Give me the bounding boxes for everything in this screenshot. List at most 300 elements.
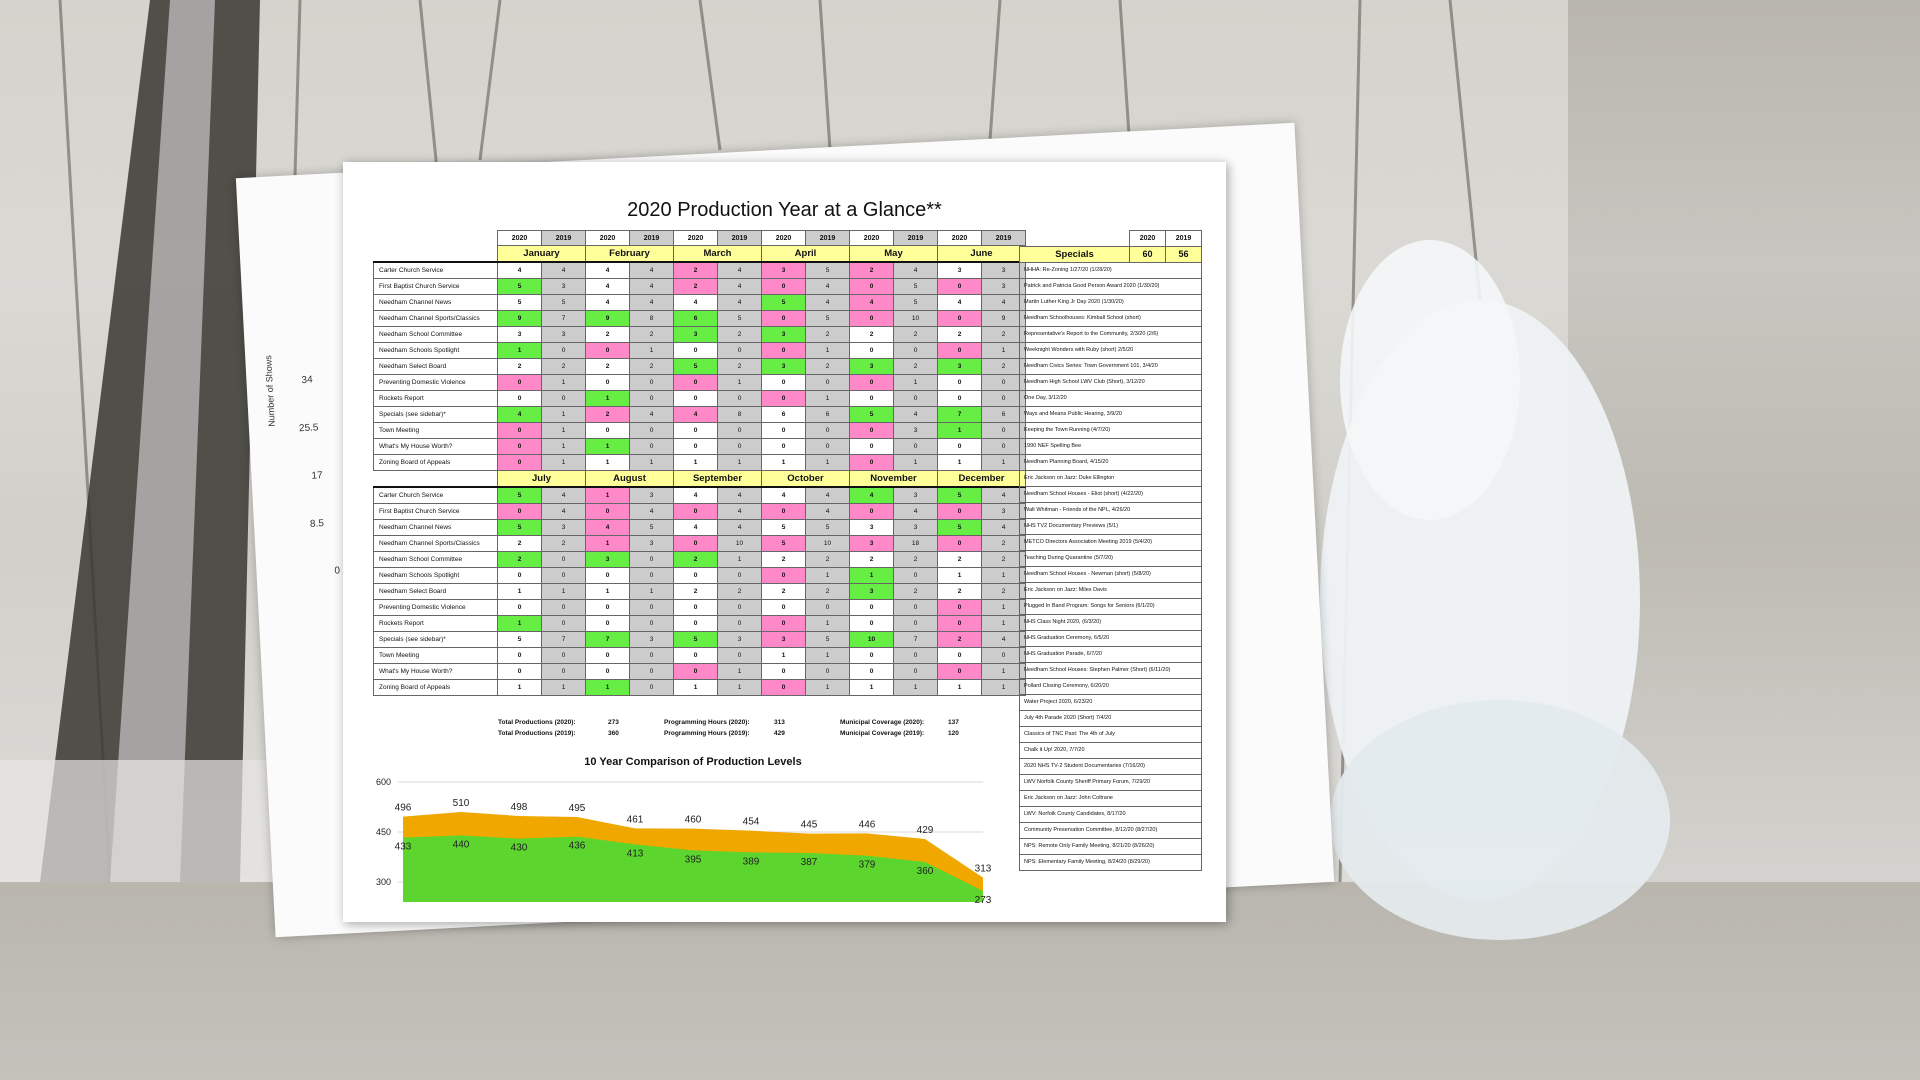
value-2019: 0 [630, 422, 674, 438]
value-2020: 0 [586, 663, 630, 679]
month-header: September [674, 470, 762, 487]
value-2020: 2 [674, 262, 718, 279]
back-chart-tick: 25.5 [298, 422, 319, 435]
value-2019: 3 [982, 503, 1026, 519]
value-2020: 0 [938, 615, 982, 631]
value-2020: 3 [586, 551, 630, 567]
value-2020: 3 [674, 326, 718, 342]
value-2019: 0 [630, 567, 674, 583]
value-2020: 4 [498, 262, 542, 279]
value-2020: 0 [762, 438, 806, 454]
blank-cell [374, 470, 498, 487]
value-2019: 2 [982, 551, 1026, 567]
specials-item: Eric Jackson on Jazz: Duke Ellington [1020, 470, 1202, 486]
value-2020: 4 [938, 294, 982, 310]
value-2019: 10 [894, 310, 938, 326]
specials-item: Eric Jackson on Jazz: Miles Davis [1020, 582, 1202, 598]
program-name: First Baptist Church Service [374, 503, 498, 519]
value-2019: 7 [542, 631, 586, 647]
program-name: Zoning Board of Appeals [374, 679, 498, 695]
value-2020: 0 [762, 374, 806, 390]
data-label: 461 [626, 814, 644, 826]
value-2020: 1 [586, 487, 630, 504]
value-2019: 0 [542, 567, 586, 583]
value-2019: 4 [982, 519, 1026, 535]
data-label: 454 [742, 816, 760, 828]
specials-item: Classics of TNC Past: The 4th of July [1020, 726, 1202, 742]
month-header: November [850, 470, 938, 487]
value-2019: 1 [542, 454, 586, 470]
value-2020: 0 [762, 278, 806, 294]
value-2020: 0 [762, 567, 806, 583]
value-2019: 2 [718, 326, 762, 342]
specials-item: METCO Directors Association Meeting 2019 (5/4/20) [1020, 534, 1202, 550]
value-2019: 4 [542, 503, 586, 519]
value-2020: 2 [850, 326, 894, 342]
value-2020: 2 [850, 262, 894, 279]
totals-label: Municipal Coverage (2019): [840, 730, 925, 737]
value-2019: 2 [806, 551, 850, 567]
value-2020: 0 [674, 438, 718, 454]
back-chart-tick: 17 [311, 470, 323, 482]
value-2020: 5 [498, 631, 542, 647]
value-2019: 0 [542, 390, 586, 406]
data-label: 429 [916, 825, 934, 836]
value-2019: 10 [806, 535, 850, 551]
value-2019: 4 [630, 262, 674, 279]
specials-item: Representative's Report to the Community, 2/3/20 (2/6) [1020, 326, 1202, 342]
value-2019: 4 [718, 294, 762, 310]
value-2020: 0 [498, 503, 542, 519]
totals-value: 429 [774, 730, 785, 737]
value-2019: 1 [542, 583, 586, 599]
value-2019: 0 [542, 342, 586, 358]
value-2019: 0 [982, 374, 1026, 390]
value-2020: 7 [938, 406, 982, 422]
data-label: 460 [684, 814, 702, 826]
value-2020: 3 [762, 358, 806, 374]
value-2019: 2 [894, 583, 938, 599]
specials-item: 2020 NHS TV-2 Student Documentaries (7/16/20) [1020, 758, 1202, 774]
value-2020: 0 [850, 422, 894, 438]
value-2020: 0 [938, 438, 982, 454]
month-header: February [586, 246, 674, 262]
month-header: May [850, 246, 938, 262]
value-2019: 3 [718, 631, 762, 647]
value-2020: 0 [498, 390, 542, 406]
value-2019: 0 [542, 615, 586, 631]
program-name: Needham Select Board [374, 583, 498, 599]
value-2020: 2 [850, 551, 894, 567]
program-name: Specials (see sidebar)* [374, 631, 498, 647]
value-2019: 7 [542, 310, 586, 326]
value-2020: 0 [762, 503, 806, 519]
program-name: Rockets Report [374, 390, 498, 406]
value-2019: 0 [718, 615, 762, 631]
value-2019: 1 [630, 583, 674, 599]
specials-item: NPS: Remote Only Family Meeting, 8/21/20 (8/26/20) [1020, 838, 1202, 854]
year-header-2020: 2020 [938, 231, 982, 246]
data-label: 413 [626, 848, 644, 860]
value-2020: 0 [674, 535, 718, 551]
value-2019: 5 [630, 519, 674, 535]
value-2020: 2 [762, 551, 806, 567]
value-2019: 5 [894, 278, 938, 294]
back-chart-ylabel: Number of Shows [263, 355, 277, 427]
value-2019: 2 [542, 358, 586, 374]
value-2020: 0 [498, 567, 542, 583]
value-2019: 0 [982, 422, 1026, 438]
totals-label: Programming Hours (2020): [664, 719, 750, 726]
value-2019: 3 [894, 422, 938, 438]
totals-summary [498, 717, 959, 739]
value-2020: 1 [674, 679, 718, 695]
totals-value: 273 [608, 719, 619, 726]
value-2020: 4 [586, 278, 630, 294]
value-2019: 0 [630, 679, 674, 695]
value-2019: 1 [630, 454, 674, 470]
data-label: 440 [452, 839, 470, 851]
program-name: What's My House Worth? [374, 663, 498, 679]
value-2019: 4 [718, 487, 762, 504]
value-2020: 0 [586, 615, 630, 631]
program-name: Needham Channel Sports/Classics [374, 310, 498, 326]
value-2019: 2 [894, 551, 938, 567]
value-2019: 0 [542, 663, 586, 679]
specials-item: NHHA: Re-Zoning 1/27/20 (1/28/20) [1020, 262, 1202, 278]
value-2019: 0 [806, 438, 850, 454]
value-2019: 10 [718, 535, 762, 551]
value-2019: 1 [982, 679, 1026, 695]
value-2020: 1 [498, 679, 542, 695]
value-2020: 4 [674, 406, 718, 422]
value-2019: 5 [806, 262, 850, 279]
value-2020: 0 [762, 342, 806, 358]
value-2019: 1 [806, 567, 850, 583]
value-2020: 0 [674, 599, 718, 615]
value-2019: 0 [894, 599, 938, 615]
value-2019: 0 [894, 615, 938, 631]
value-2020: 0 [586, 647, 630, 663]
year-header-2019: 2019 [894, 231, 938, 246]
value-2020: 2 [586, 358, 630, 374]
value-2020: 1 [586, 679, 630, 695]
specials-item: Teaching During Quarantine (5/7/20) [1020, 550, 1202, 566]
value-2020: 0 [674, 422, 718, 438]
program-name: Needham Channel Sports/Classics [374, 535, 498, 551]
value-2020: 0 [938, 663, 982, 679]
value-2020: 5 [674, 631, 718, 647]
value-2019: 3 [894, 487, 938, 504]
value-2020: 0 [938, 535, 982, 551]
data-label: 430 [510, 842, 528, 854]
value-2020: 2 [498, 535, 542, 551]
value-2019: 4 [542, 262, 586, 279]
value-2019: 1 [894, 679, 938, 695]
value-2019: 0 [894, 663, 938, 679]
value-2019: 6 [806, 406, 850, 422]
data-label: 495 [568, 803, 586, 814]
value-2019: 2 [718, 583, 762, 599]
value-2020: 0 [850, 278, 894, 294]
value-2019: 0 [718, 647, 762, 663]
value-2020: 0 [850, 438, 894, 454]
value-2019: 1 [718, 551, 762, 567]
program-name: Town Meeting [374, 422, 498, 438]
value-2019: 2 [982, 535, 1026, 551]
value-2019: 1 [806, 647, 850, 663]
value-2019: 5 [806, 519, 850, 535]
month-header: August [586, 470, 674, 487]
value-2019: 1 [542, 422, 586, 438]
specials-item: Keeping the Town Running (4/7/20) [1020, 422, 1202, 438]
data-label: 313 [974, 863, 992, 875]
value-2019: 3 [542, 278, 586, 294]
value-2019: 0 [718, 599, 762, 615]
value-2019: 1 [894, 374, 938, 390]
value-2020: 0 [762, 663, 806, 679]
value-2019: 0 [806, 422, 850, 438]
program-name: First Baptist Church Service [374, 278, 498, 294]
value-2019: 1 [982, 454, 1026, 470]
value-2020: 3 [850, 583, 894, 599]
value-2020: 0 [586, 422, 630, 438]
year-header-2019: 2019 [542, 231, 586, 246]
specials-heading: Specials [1020, 246, 1130, 262]
value-2020: 1 [762, 647, 806, 663]
value-2020: 1 [938, 422, 982, 438]
value-2019: 4 [630, 406, 674, 422]
value-2020: 4 [674, 519, 718, 535]
value-2019: 4 [806, 294, 850, 310]
value-2020: 1 [938, 567, 982, 583]
value-2019: 4 [718, 262, 762, 279]
value-2019: 1 [542, 406, 586, 422]
specials-item: NPS: Elementary Family Meeting, 8/24/20 (8/29/20) [1020, 854, 1202, 870]
value-2019: 7 [894, 631, 938, 647]
data-label: 273 [974, 895, 992, 906]
value-2019: 4 [630, 503, 674, 519]
value-2020: 0 [674, 503, 718, 519]
value-2019: 1 [806, 390, 850, 406]
value-2020: 2 [938, 551, 982, 567]
production-table [373, 230, 1026, 696]
value-2020: 0 [586, 342, 630, 358]
value-2020: 0 [674, 390, 718, 406]
value-2020: 2 [674, 583, 718, 599]
value-2019: 1 [982, 567, 1026, 583]
value-2019: 0 [894, 567, 938, 583]
program-name: Needham School Committee [374, 551, 498, 567]
value-2020: 0 [674, 615, 718, 631]
year-header-2019: 2019 [982, 231, 1026, 246]
value-2019: 1 [806, 454, 850, 470]
value-2020: 0 [850, 615, 894, 631]
value-2019: 2 [806, 358, 850, 374]
value-2019: 4 [630, 294, 674, 310]
value-2019: 0 [718, 422, 762, 438]
program-name: Carter Church Service [374, 262, 498, 279]
value-2019: 0 [542, 599, 586, 615]
value-2020: 5 [498, 278, 542, 294]
value-2020: 4 [498, 406, 542, 422]
value-2020: 0 [674, 663, 718, 679]
value-2019: 3 [894, 519, 938, 535]
value-2020: 2 [674, 278, 718, 294]
value-2019: 0 [630, 390, 674, 406]
value-2019: 4 [806, 503, 850, 519]
back-chart-tick: 8.5 [309, 518, 325, 530]
program-name: Needham Select Board [374, 358, 498, 374]
value-2020: 4 [674, 487, 718, 504]
specials-item: Needham Schoolhouses: Kimball School (short) [1020, 310, 1202, 326]
value-2020: 4 [762, 487, 806, 504]
value-2020: 5 [498, 487, 542, 504]
value-2020: 0 [762, 615, 806, 631]
program-name: Preventing Domestic Violence [374, 374, 498, 390]
value-2019: 8 [718, 406, 762, 422]
value-2019: 0 [982, 390, 1026, 406]
totals-value: 120 [948, 730, 959, 737]
program-name: Needham Channel News [374, 519, 498, 535]
specials-item: Needham Planning Board, 4/15/20 [1020, 454, 1202, 470]
month-header: March [674, 246, 762, 262]
value-2020: 1 [586, 454, 630, 470]
value-2019: 1 [718, 374, 762, 390]
value-2019: 4 [718, 278, 762, 294]
value-2019: 0 [982, 438, 1026, 454]
month-header: April [762, 246, 850, 262]
value-2019: 0 [630, 647, 674, 663]
program-name: Carter Church Service [374, 487, 498, 504]
value-2020: 3 [938, 262, 982, 279]
value-2020: 0 [938, 599, 982, 615]
value-2019: 6 [982, 406, 1026, 422]
value-2019: 1 [542, 438, 586, 454]
blank-cell [374, 246, 498, 262]
specials-item: Needham Civics Series: Town Government 101, 3/4/20 [1020, 358, 1202, 374]
value-2020: 0 [586, 503, 630, 519]
specials-year-2019: 2019 [1166, 231, 1202, 247]
value-2020: 4 [586, 519, 630, 535]
value-2020: 5 [938, 487, 982, 504]
blank-cell [1020, 231, 1130, 247]
value-2019: 4 [542, 487, 586, 504]
program-name: Needham Schools Spotlight [374, 342, 498, 358]
value-2019: 3 [630, 487, 674, 504]
value-2019: 4 [718, 503, 762, 519]
value-2019: 5 [806, 310, 850, 326]
value-2019: 4 [718, 519, 762, 535]
value-2020: 3 [762, 326, 806, 342]
month-header: July [498, 470, 586, 487]
value-2020: 2 [762, 583, 806, 599]
value-2019: 2 [894, 358, 938, 374]
totals-value: 360 [608, 730, 619, 737]
value-2020: 0 [586, 374, 630, 390]
value-2020: 0 [674, 647, 718, 663]
value-2019: 0 [630, 615, 674, 631]
data-label: 446 [858, 819, 876, 831]
value-2020: 4 [586, 262, 630, 279]
program-name: What's My House Worth? [374, 438, 498, 454]
value-2019: 2 [982, 358, 1026, 374]
specials-item: 1990 NEF Spelling Bee [1020, 438, 1202, 454]
value-2020: 3 [850, 535, 894, 551]
specials-item: Weeknight Wonders with Ruby (short) 2/5/20 [1020, 342, 1202, 358]
value-2020: 0 [674, 374, 718, 390]
value-2019: 2 [982, 326, 1026, 342]
value-2019: 18 [894, 535, 938, 551]
value-2019: 1 [806, 615, 850, 631]
document-page [343, 162, 1226, 922]
value-2019: 1 [982, 342, 1026, 358]
value-2020: 0 [762, 390, 806, 406]
specials-item: Eric Jackson on Jazz: John Coltrane [1020, 790, 1202, 806]
value-2020: 0 [938, 310, 982, 326]
value-2020: 0 [762, 422, 806, 438]
value-2020: 0 [674, 567, 718, 583]
value-2019: 0 [630, 663, 674, 679]
back-chart-tick: 34 [301, 374, 313, 387]
value-2020: 0 [938, 647, 982, 663]
specials-item: Needham School Houses - Eliot (short) (4/22/20) [1020, 486, 1202, 502]
value-2020: 5 [938, 519, 982, 535]
value-2019: 0 [718, 342, 762, 358]
value-2020: 0 [586, 567, 630, 583]
year-header-2020: 2020 [586, 231, 630, 246]
value-2020: 5 [762, 294, 806, 310]
value-2020: 1 [586, 583, 630, 599]
program-name: Needham School Committee [374, 326, 498, 342]
value-2019: 4 [894, 262, 938, 279]
value-2019: 0 [542, 551, 586, 567]
value-2020: 0 [850, 310, 894, 326]
value-2020: 0 [498, 422, 542, 438]
value-2020: 2 [674, 551, 718, 567]
value-2019: 2 [806, 326, 850, 342]
value-2019: 2 [806, 583, 850, 599]
chart-title: 10 Year Comparison of Production Levels [584, 756, 802, 768]
value-2020: 0 [850, 390, 894, 406]
value-2020: 9 [498, 310, 542, 326]
value-2020: 4 [674, 294, 718, 310]
specials-item: July 4th Parade 2020 (Short) 7/4/20 [1020, 710, 1202, 726]
specials-year-2020: 2020 [1130, 231, 1166, 247]
value-2019: 5 [806, 631, 850, 647]
value-2020: 7 [586, 631, 630, 647]
value-2020: 0 [850, 599, 894, 615]
program-name: Town Meeting [374, 647, 498, 663]
value-2019: 4 [894, 406, 938, 422]
program-name: Specials (see sidebar)* [374, 406, 498, 422]
value-2020: 5 [850, 406, 894, 422]
value-2020: 5 [674, 358, 718, 374]
value-2020: 2 [938, 631, 982, 647]
value-2020: 0 [850, 647, 894, 663]
value-2019: 1 [806, 342, 850, 358]
value-2020: 0 [586, 599, 630, 615]
value-2020: 1 [498, 342, 542, 358]
data-label: 360 [916, 866, 934, 877]
value-2020: 2 [938, 326, 982, 342]
value-2020: 10 [850, 631, 894, 647]
value-2020: 1 [586, 438, 630, 454]
program-name: Rockets Report [374, 615, 498, 631]
specials-item: Walt Whitman - Friends of the NPL, 4/26/20 [1020, 502, 1202, 518]
y-tick-label: 600 [375, 777, 391, 787]
value-2019: 0 [894, 438, 938, 454]
